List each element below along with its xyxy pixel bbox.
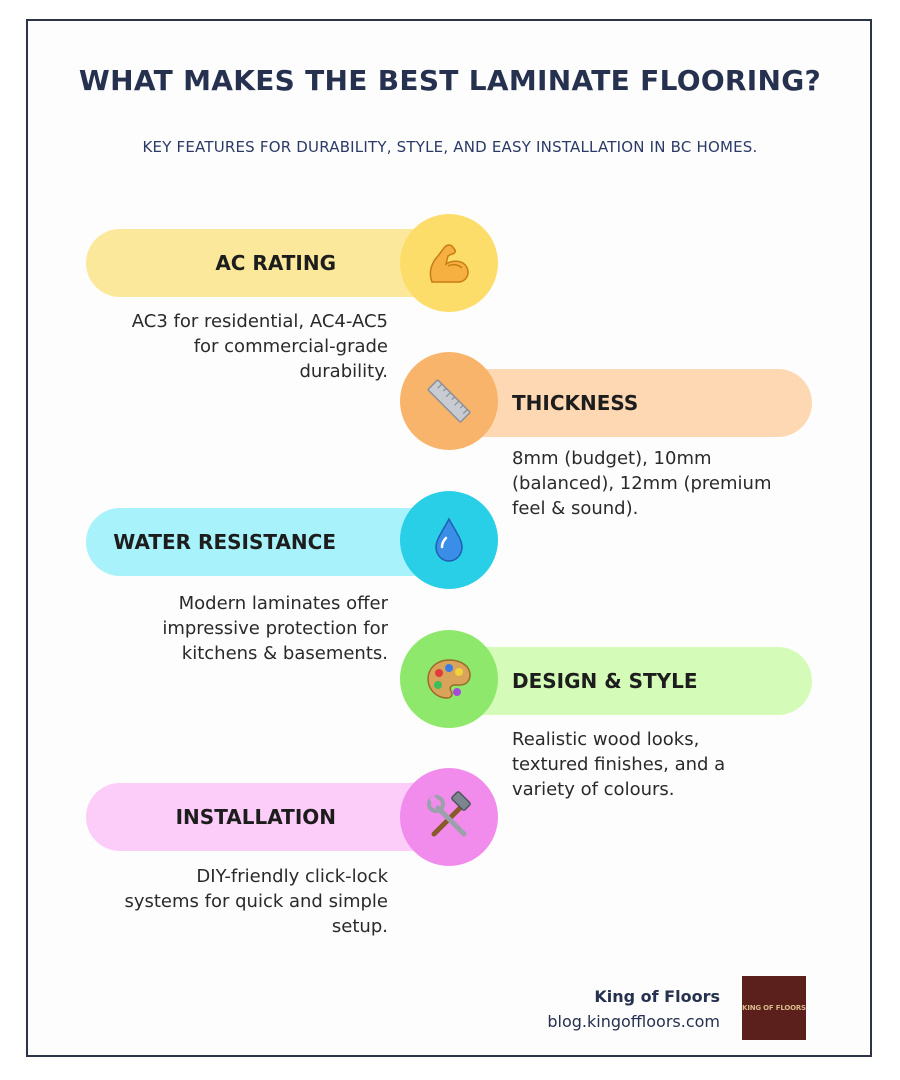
feature-circle-design-style bbox=[400, 630, 498, 728]
flexed-biceps-icon bbox=[422, 236, 476, 290]
feature-pill-thickness bbox=[452, 369, 812, 437]
feature-label: THICKNESS bbox=[512, 391, 639, 415]
hammer-wrench-icon bbox=[422, 790, 476, 844]
feature-label: AC RATING bbox=[215, 251, 336, 275]
logo-text: KING OF FLOORS bbox=[742, 1004, 806, 1012]
feature-circle-ac-rating bbox=[400, 214, 498, 312]
feature-pill-water-resistance bbox=[86, 508, 446, 576]
feature-pill-design-style bbox=[452, 647, 812, 715]
feature-description-ac-rating: AC3 for residential, AC4-AC5 for commercial-grade durability. bbox=[131, 311, 388, 382]
artist-palette-icon bbox=[422, 652, 476, 706]
brand-logo bbox=[742, 976, 806, 1040]
feature-description-design-style: Realistic wood looks, textured finishes, and a variety of colours. bbox=[512, 729, 726, 800]
water-drop-icon bbox=[422, 513, 476, 567]
feature-description-thickness: 8mm (budget), 10mm (balanced), 12mm (premium feel & sound). bbox=[512, 448, 772, 519]
brand-name: King of Floors bbox=[594, 987, 720, 1006]
page-subtitle: KEY FEATURES FOR DURABILITY, STYLE, AND EASY INSTALLATION IN BC HOMES. bbox=[142, 138, 758, 156]
ruler-icon bbox=[422, 374, 476, 428]
feature-label: WATER RESISTANCE bbox=[113, 530, 336, 554]
feature-pill-installation bbox=[86, 783, 446, 851]
feature-pill-ac-rating bbox=[86, 229, 446, 297]
feature-description-installation: DIY-friendly click-lock systems for quick and simple setup. bbox=[124, 866, 388, 937]
page-title: WHAT MAKES THE BEST LAMINATE FLOORING? bbox=[78, 64, 822, 97]
feature-circle-water-resistance bbox=[400, 491, 498, 589]
feature-circle-thickness bbox=[400, 352, 498, 450]
feature-circle-installation bbox=[400, 768, 498, 866]
feature-label: DESIGN & STYLE bbox=[512, 669, 698, 693]
feature-description-water-resistance: Modern laminates offer impressive protection for kitchens & basements. bbox=[162, 593, 388, 664]
brand-url[interactable]: blog.kingoffloors.com bbox=[547, 1012, 720, 1031]
feature-label: INSTALLATION bbox=[175, 805, 336, 829]
